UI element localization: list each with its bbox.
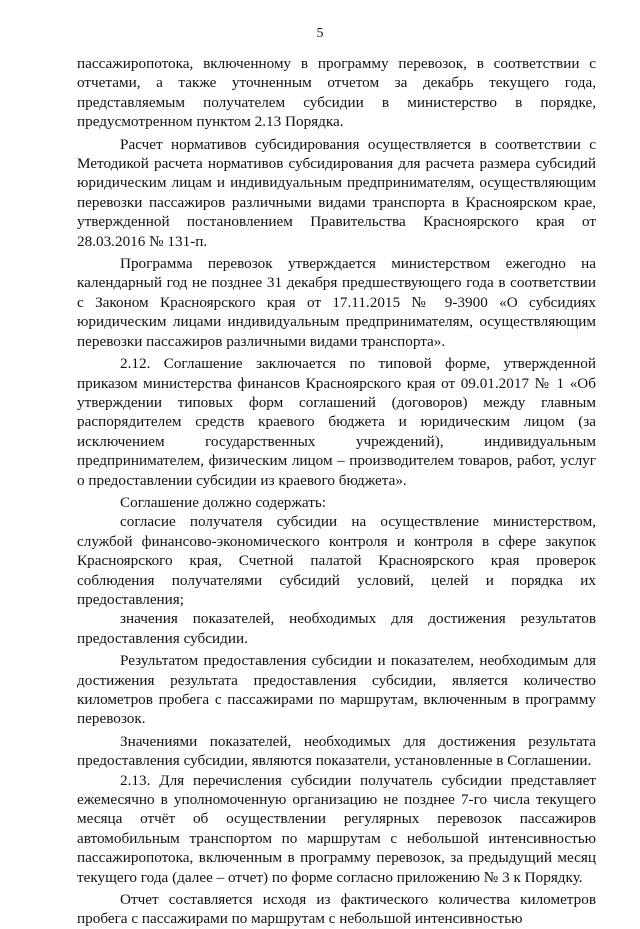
- paragraph-result: Результатом предоставления субсидии и показателем, необходимым для достижения результата предоставления субсидии, является количество километров пробега с пассажирами по маршрутам, включенным в программу перевозок.: [77, 652, 596, 728]
- paragraph-2-12: 2.12. Соглашение заключается по типовой форме, утвержденной приказом министерства финансов Красноярского края от 09.01.2017 № 1 «Об утверждении типовых форм соглашений (договоров) между главным распорядителем средств краевого бюджета и юридическим лицом (за исключением государственных учреждений), индивидуальным предпринимателем, физическим лицом – производителем товаров, работ, услуг о предоставлении субсидии из краевого бюджета».: [77, 355, 596, 489]
- paragraph-agreement-contents: Соглашение должно содержать:: [120, 493, 327, 511]
- paragraph-transport-program: Программа перевозок утверждается министерством ежегодно на календарный год не позднее 31 декабря предшествующего года в соответствии с Законом Красноярского края от 17.11.2015 № 9-3900 «О субсидиях юридическим лицами индивидуальным предпринимателям, осуществляющим перевозки пассажиров различными видами транспорта».: [77, 255, 596, 350]
- paragraph-subsidy-norms: Расчет нормативов субсидирования осуществляется в соответствии с Методикой расчета нормативов субсидирования для расчета размера субсидий юридическим лицам и индивидуальным предпринимателям, осуществляющим перевозки пассажиров различными видами транспорта в Красноярском крае, утвержденной постановлением Правительства Красноярского края от 28.03.2016 № 131-п.: [77, 135, 596, 250]
- page-number: 5: [316, 26, 324, 41]
- paragraph-continuation: пассажиропотока, включенному в программу перевозок, в соответствии с отчетами, а также уточненным отчетом за декабрь текущего года, представляемым получателем субсидии в министерство в порядке, предусмотренном пунктом 2.13 Порядка.: [77, 55, 596, 131]
- paragraph-indicator-values: значения показателей, необходимых для достижения результатов предоставления субсидии.: [77, 610, 596, 647]
- paragraph-report: Отчет составляется исходя из фактического количества километров пробега с пассажирами по маршрутам с небольшой интенсивностью: [77, 891, 596, 928]
- paragraph-indicators: Значениями показателей, необходимых для достижения результата предоставления субсидии, являются показатели, установленные в Соглашении.: [77, 732, 596, 770]
- document-body: [77, 54, 596, 929]
- paragraph-2-13: 2.13. Для перечисления субсидии получатель субсидии представляет ежемесячно в уполномоченную организацию не позднее 7-го числа текущего месяца отчёт об осуществлении регулярных перевозок пассажиров автомобильным транспортом по маршрутам с небольшой интенсивностью пассажиропотока, включенным в программу перевозок, за предыдущий месяц текущего года (далее – отчет) по форме согласно приложению № 3 к Порядку.: [77, 771, 596, 886]
- paragraph-consent: согласие получателя субсидии на осуществление министерством, службой финансово-экономического контроля и контроля в сфере закупок Красноярского края, Счетной палатой Красноярского края проверок соблюдения получателями субсидий условий, целей и порядка их предоставления;: [77, 513, 596, 608]
